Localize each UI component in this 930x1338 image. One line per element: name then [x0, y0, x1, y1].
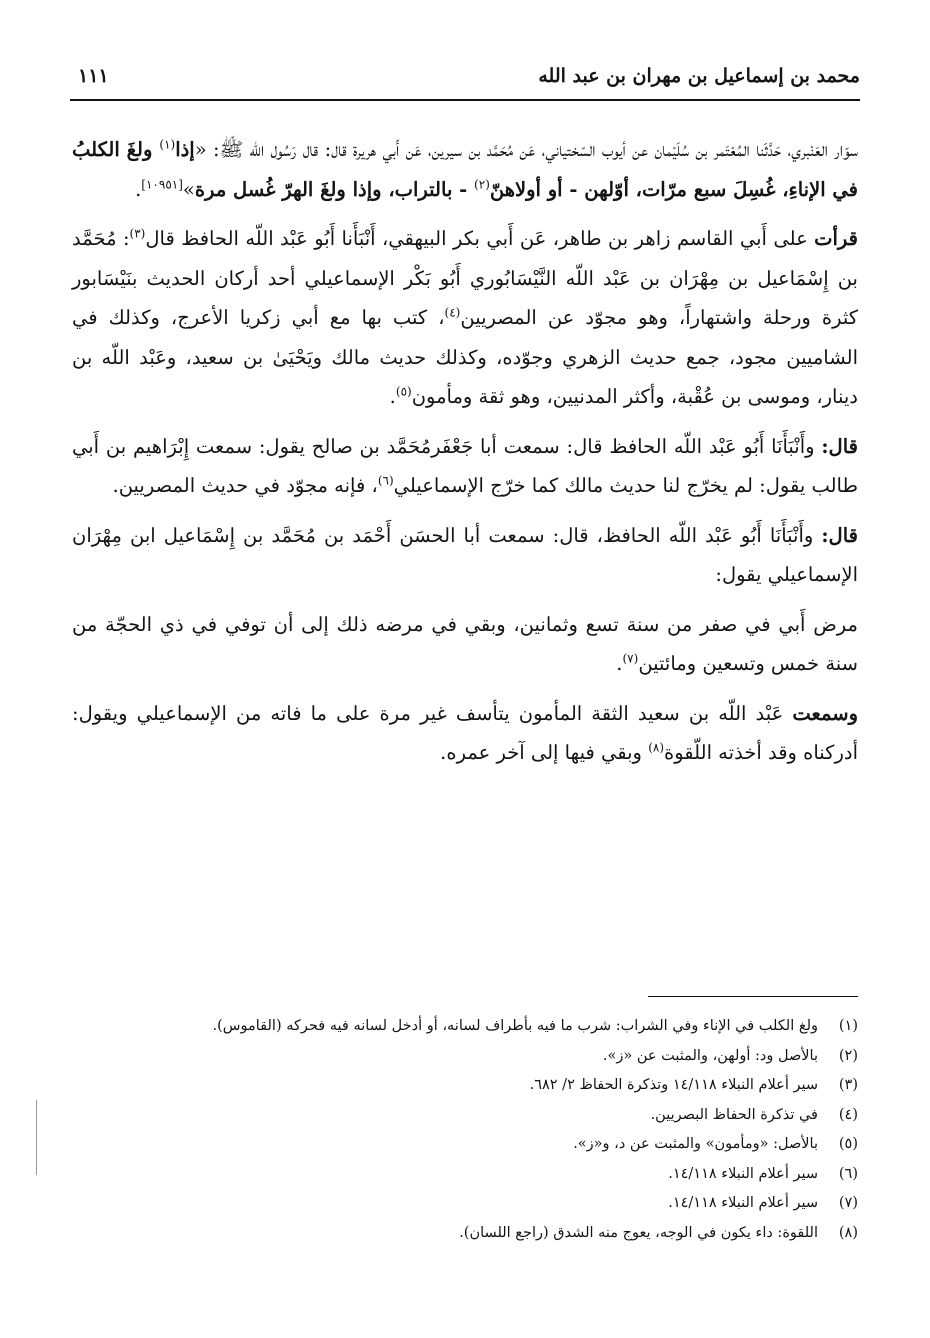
paragraph-lead: قرأت: [814, 227, 858, 250]
text-segment: عَبْد اللّه بن سعيد الثقة المأمون يتأسف غير مرة على ما فاته من الإسماعيلي ويقول: أدركناه وقد أخذته اللّقوة: [72, 701, 858, 764]
hadith-text: ولغَ الكلبُ في الإناءِ، غُسِلَ سبع مرّات، أوّلهن - أو أولاهنّ: [72, 138, 858, 201]
paragraph-4: [72, 516, 858, 595]
footnote-number: (٣): [838, 1077, 858, 1093]
paragraph-lead: وسمعت: [792, 701, 858, 725]
text-segment: .: [389, 385, 396, 408]
footnote-ref[interactable]: (٦): [377, 473, 394, 488]
running-title: محمد بن إسماعيل بن مهران بن عبد الله: [538, 65, 860, 87]
footnote-text: ولغ الكلب في الإناء وفي الشراب: شرب ما فيه بأطراف لسانه، أو أدخل لسانه فيه فحركه (القاموس).: [212, 1018, 818, 1034]
text-segment: وأَنْبَأَنَا أَبُو عَبْد اللّه الحافظ قال: سمعت أبا جَعْفَرمُحَمَّد بن صالح يقول: سمعت إِبْرَاهيم بن أَبي طالب يقول: لم يخرّج لنا حديث مالك كما خرّج الإسماعيلي: [72, 434, 858, 497]
footnote-number: (١): [838, 1018, 858, 1034]
footnote-text: في تذكرة الحفاظ البصريين.: [650, 1106, 818, 1123]
footnote-text: سير أعلام النبلاء ١٤/١١٨.: [668, 1195, 818, 1211]
text-segment: .: [616, 652, 623, 675]
footnote-item: [160, 1130, 858, 1160]
text-segment: .: [135, 177, 142, 201]
footnote-ref[interactable]: (٣): [129, 226, 146, 241]
page-header: [78, 58, 860, 94]
paragraph-lead: قال:: [821, 434, 858, 458]
text-segment: مرض أَبي في صفر من سنة تسع وثمانين، وبقي في مرضه ذلك إلى أن توفي في ذي الحجّة من سنة خمس وتسعين ومائتين: [72, 612, 858, 675]
paragraph-3: [72, 427, 858, 506]
text-segment: : مُحَمَّد بن إِسْمَاعيل بن مِهْرَان بن عَبْد اللّه النَّيْسَابُوري أَبُو بَكْر الإسماعيلي أحد أركان الحديث بنَيْسَابور كثرة ورحلة واشتهاراً، وهو مجوّد عن المصريين: [72, 227, 858, 329]
text-segment: ، كتب بها مع أبي زكريا الأعرج، وكذلك في الشاميين مجود، جمع حديث الزهري وجوّده، وكذلك حديث مالك ويَحْيَىٰ بن سعيد، وعَبْد اللّه بن دينار، وموسى بن عُقْبة، وأكثر المدنيين، وهو ثقة ومأمون: [72, 306, 858, 408]
footnote-number: (٤): [838, 1106, 858, 1123]
footnote-text: سير أعلام النبلاء ١٤/١١٨.: [668, 1165, 818, 1182]
footnote-number: (٥): [838, 1136, 858, 1152]
text-segment: وأَنْبَأَنَا أَبُو عَبْد اللّه الحافظ، قال: سمعت أبا الحسَن أَحْمَد بن مُحَمَّد بن إِسْمَاعيل ابن مِهْرَان الإسماعيلي يقول:: [72, 523, 858, 586]
hadith-text: إذا: [175, 138, 195, 161]
footnote-item: [160, 1189, 858, 1219]
hadith-number: [١٠٩٥١]: [141, 177, 183, 191]
main-text: [72, 130, 858, 783]
footnotes: [160, 1012, 858, 1248]
text-segment: على أَبي القاسم زاهر بن طاهر، عَن أَبي بكر البيهقي، أَنْبَأَنا أَبُو عَبْد اللّه الحافظ قال: [145, 227, 815, 250]
text-segment: »: [182, 177, 195, 201]
footnote-item: [160, 1042, 858, 1072]
text-segment: ، فإنه مجوّد في حديث المصريين.: [112, 474, 378, 497]
footnote-ref[interactable]: (٧): [622, 651, 639, 666]
footnote-text: اللقوة: داء يكون في الوجه، يعوج منه الشدق (راجع اللسان).: [459, 1224, 818, 1241]
footnote-ref[interactable]: (٥): [395, 384, 412, 399]
page-number: ١١١: [78, 65, 109, 87]
footnote-ref[interactable]: (٤): [444, 305, 461, 320]
text-segment: سوّار العَنْبري، حَدَّثَنا المُعْتَمر بن سُلَيْمان عن أيوب السّختياني، عَن مُحَمَّد بن سيرين، عَن أَبي هريرة قال: قال رَسُول الله ﷺ: «: [194, 138, 859, 161]
paragraph-6: [72, 694, 858, 773]
footnote-separator: [648, 996, 858, 997]
footnote-text: سير أعلام النبلاء ١٤/١١٨ وتذكرة الحفاظ ٢/ ٦٨٢.: [529, 1077, 818, 1093]
footnote-item: [160, 1101, 858, 1131]
footnote-ref[interactable]: (٢): [474, 177, 490, 191]
footnote-item: [160, 1219, 858, 1249]
footnote-text: بالأصل ود: أولهن، والمثبت عن «ز».: [602, 1047, 818, 1064]
header-rule: [70, 99, 860, 101]
paragraph-2: [72, 219, 858, 417]
text-segment: وبقي فيها إلى آخر عمره.: [440, 741, 649, 764]
footnote-text: بالأصل: «ومأمون» والمثبت عن د، و«ز».: [573, 1136, 818, 1152]
footnote-number: (٢): [838, 1047, 858, 1064]
footnote-ref[interactable]: (١): [159, 137, 176, 152]
footnote-number: (٨): [838, 1224, 858, 1241]
paragraph-1: [72, 130, 858, 209]
footnote-item: [160, 1160, 858, 1190]
scan-margin-mark: [36, 1100, 37, 1175]
hadith-text: - بالتراب، وإذا ولغَ الهرّ غُسل مرة: [194, 177, 475, 201]
footnote-number: (٧): [838, 1195, 858, 1211]
footnote-number: (٦): [838, 1165, 858, 1182]
footnote-ref[interactable]: (٨): [648, 740, 665, 755]
footnote-item: [160, 1012, 858, 1042]
paragraph-5: [72, 605, 858, 684]
footnote-item: [160, 1071, 858, 1101]
paragraph-lead: قال:: [821, 523, 858, 547]
